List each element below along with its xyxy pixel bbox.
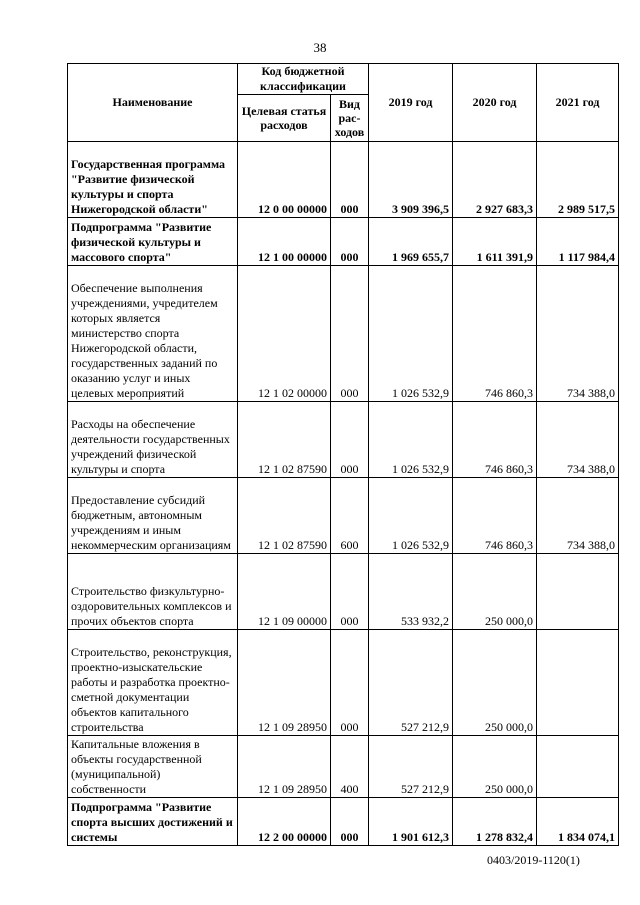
table-row (68, 266, 619, 402)
row-name: Капитальные вложения в объекты государственной (муниципальной) собственности (68, 736, 238, 798)
row-code: 12 1 00 00000 (238, 218, 331, 266)
table-row (68, 478, 619, 554)
row-value-2019: 3 909 396,5 (369, 142, 453, 218)
header-kbk: Код бюджетной классификации (238, 64, 369, 95)
row-value-2019: 1 026 532,9 (369, 402, 453, 478)
row-value-2020: 250 000,0 (453, 736, 537, 798)
row-code: 12 1 02 00000 (238, 266, 331, 402)
row-value-2021: 734 388,0 (537, 266, 619, 402)
row-expense-type: 000 (331, 266, 369, 402)
row-name: Подпрограмма "Развитие спорта высших достижений и системы (68, 798, 238, 846)
table-row (68, 798, 619, 846)
row-value-2020: 746 860,3 (453, 402, 537, 478)
table-header (68, 64, 619, 142)
row-value-2021 (537, 630, 619, 736)
header-2021: 2021 год (537, 64, 619, 142)
row-value-2021: 1 117 984,4 (537, 218, 619, 266)
row-value-2019: 527 212,9 (369, 736, 453, 798)
row-code: 12 1 02 87590 (238, 402, 331, 478)
row-value-2019: 527 212,9 (369, 630, 453, 736)
row-value-2020: 250 000,0 (453, 554, 537, 630)
table-row (68, 736, 619, 798)
row-value-2020: 746 860,3 (453, 478, 537, 554)
row-value-2020: 1 278 832,4 (453, 798, 537, 846)
budget-table (67, 63, 619, 846)
row-name: Предоставление субсидий бюджетным, автономным учреждениям и иным некоммерческим организациям (68, 478, 238, 554)
row-code: 12 1 09 28950 (238, 736, 331, 798)
page-number: 38 (313, 40, 327, 55)
row-expense-type: 000 (331, 630, 369, 736)
row-expense-type: 400 (331, 736, 369, 798)
header-name: Наименование (68, 64, 238, 142)
row-code: 12 1 02 87590 (238, 478, 331, 554)
row-code: 12 1 09 28950 (238, 630, 331, 736)
row-value-2021: 734 388,0 (537, 478, 619, 554)
row-code: 12 1 09 00000 (238, 554, 331, 630)
row-name: Строительство, реконструкция, проектно-изыскательские работы и разработка проектно-сметной документации объектов капитального строительства (68, 630, 238, 736)
header-2020: 2020 год (453, 64, 537, 142)
row-expense-type: 000 (331, 798, 369, 846)
header-target-article: Целевая статья расходов (238, 95, 331, 142)
table-row (68, 402, 619, 478)
row-name: Государственная программа "Развитие физической культуры и спорта Нижегородской области" (68, 142, 238, 218)
row-expense-type: 000 (331, 218, 369, 266)
row-value-2021: 2 989 517,5 (537, 142, 619, 218)
row-value-2021 (537, 554, 619, 630)
row-value-2020: 2 927 683,3 (453, 142, 537, 218)
table-row (68, 218, 619, 266)
table-row (68, 142, 619, 218)
row-name: Обеспечение выполнения учреждениями, учредителем которых является министерство спорта Нижегородской области, государственных заданий по оказанию услуг и иных целевых мероприятий (68, 266, 238, 402)
table-body (68, 142, 619, 846)
header-expense-type: Вид рас-ходов (331, 95, 369, 142)
row-value-2019: 1 969 655,7 (369, 218, 453, 266)
row-expense-type: 000 (331, 142, 369, 218)
row-code: 12 2 00 00000 (238, 798, 331, 846)
row-value-2021: 734 388,0 (537, 402, 619, 478)
row-value-2020: 746 860,3 (453, 266, 537, 402)
table-row (68, 554, 619, 630)
row-code: 12 0 00 00000 (238, 142, 331, 218)
row-value-2019: 533 932,2 (369, 554, 453, 630)
row-value-2019: 1 901 612,3 (369, 798, 453, 846)
document-code: 0403/2019-1120(1) (487, 853, 580, 867)
row-value-2020: 1 611 391,9 (453, 218, 537, 266)
row-expense-type: 000 (331, 554, 369, 630)
row-value-2021: 1 834 074,1 (537, 798, 619, 846)
row-name: Строительство физкультурно-оздоровительных комплексов и прочих объектов спорта (68, 554, 238, 630)
row-value-2020: 250 000,0 (453, 630, 537, 736)
row-expense-type: 000 (331, 402, 369, 478)
row-value-2019: 1 026 532,9 (369, 266, 453, 402)
row-name: Подпрограмма "Развитие физической культуры и массового спорта" (68, 218, 238, 266)
row-name: Расходы на обеспечение деятельности государственных учреждений физической культуры и спорта (68, 402, 238, 478)
row-value-2019: 1 026 532,9 (369, 478, 453, 554)
table-row (68, 630, 619, 736)
row-expense-type: 600 (331, 478, 369, 554)
row-value-2021 (537, 736, 619, 798)
header-2019: 2019 год (369, 64, 453, 142)
